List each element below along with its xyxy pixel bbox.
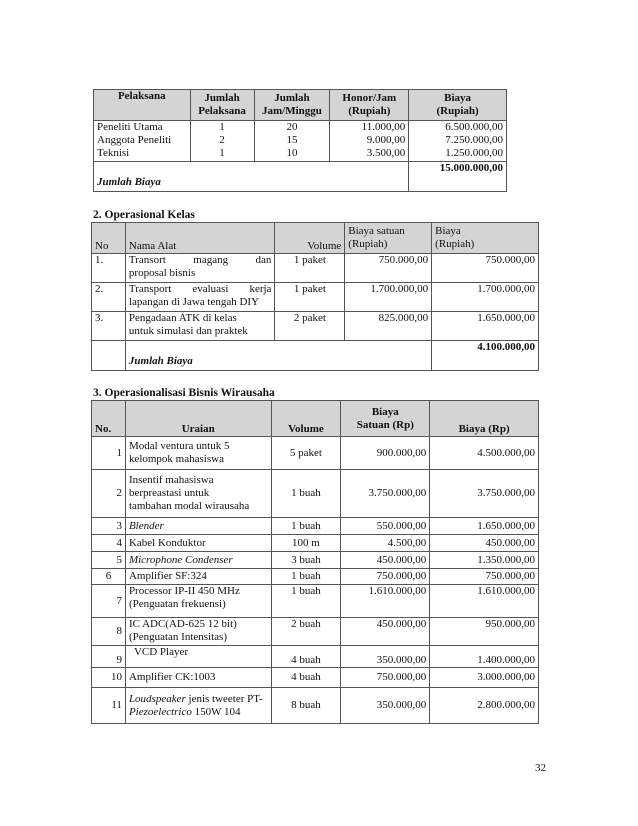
row-volume: 1 buah	[271, 470, 341, 518]
row-desc: Amplifier SF:324	[125, 569, 271, 585]
row-unit: 3.750.000,00	[341, 470, 430, 518]
row-unit: 750.000,00	[341, 569, 430, 585]
row-name: Transport evaluasi kerja lapangan di Jawa tengah DIY	[125, 283, 275, 312]
row-volume: 1 buah	[271, 569, 341, 585]
table-row	[92, 470, 539, 518]
total-value: 4.100.000,00	[432, 341, 539, 371]
table-row	[92, 618, 539, 646]
header-pelaksana: Pelaksana	[94, 90, 191, 121]
header-uraian: Uraian	[125, 401, 271, 437]
honor-cell: 11.000,00 9.000,00 3.500,00	[330, 121, 409, 162]
operasionalisasi-bisnis-table	[91, 400, 539, 724]
row-unit: 1.610.000,00	[341, 585, 430, 618]
row-volume: 2 paket	[275, 312, 345, 341]
table-row	[94, 121, 507, 162]
row-unit: 550.000,00	[341, 518, 430, 535]
header-jumlah-pelaksana: Jumlah Pelaksana	[190, 90, 254, 121]
table-row	[92, 552, 539, 569]
row-desc: Blender	[125, 518, 271, 535]
table-row	[92, 437, 539, 470]
row-unit: 450.000,00	[341, 618, 430, 646]
header-volume: Volume	[275, 223, 345, 254]
row-unit: 825.000,00	[345, 312, 432, 341]
header-biaya-satuan: Biaya Satuan (Rp)	[341, 401, 430, 437]
jam-cell: 20 15 10	[254, 121, 330, 162]
row-no: 2.	[92, 283, 126, 312]
table-row	[92, 535, 539, 552]
row-no: 1.	[92, 254, 126, 283]
header-volume: Volume	[271, 401, 341, 437]
row-unit: 750.000,00	[341, 668, 430, 688]
row-desc: IC ADC(AD-625 12 bit) (Penguatan Intensitas)	[125, 618, 271, 646]
row-unit: 900.000,00	[341, 437, 430, 470]
honor-table	[93, 89, 507, 192]
row-volume: 1 buah	[271, 518, 341, 535]
row-unit: 450.000,00	[341, 552, 430, 569]
row-no: 3.	[92, 312, 126, 341]
jumlah-cell: 1 2 1	[190, 121, 254, 162]
total-value: 15.000.000,00	[409, 162, 507, 192]
table-row	[92, 585, 539, 618]
row-no: 3	[92, 518, 126, 535]
row-no: 11	[92, 688, 126, 724]
row-total: 1.700.000,00	[432, 283, 539, 312]
row-desc: Modal ventura untuk 5 kelompok mahasiswa	[125, 437, 271, 470]
total-label: Jumlah Biaya	[94, 162, 409, 192]
section-3-title: 3. Operasionalisasi Bisnis Wirausaha	[93, 387, 275, 399]
row-total: 4.500.000,00	[430, 437, 539, 470]
row-desc: Amplifier CK:1003	[125, 668, 271, 688]
row-no: 4	[92, 535, 126, 552]
row-total: 750.000,00	[430, 569, 539, 585]
pelaksana-cell: Peneliti Utama Anggota Peneliti Teknisi	[94, 121, 191, 162]
row-volume: 5 paket	[271, 437, 341, 470]
header-biaya: Biaya (Rupiah)	[432, 223, 539, 254]
section-2-title: 2. Operasional Kelas	[93, 209, 195, 221]
table-row	[92, 688, 539, 724]
row-no: 10	[92, 668, 126, 688]
row-volume: 4 buah	[271, 646, 341, 668]
row-volume: 1 paket	[275, 254, 345, 283]
header-biaya: Biaya (Rupiah)	[409, 90, 507, 121]
row-unit: 350.000,00	[341, 646, 430, 668]
table-row	[92, 646, 539, 668]
row-total: 1.350.000,00	[430, 552, 539, 569]
row-total: 2.800.000,00	[430, 688, 539, 724]
row-volume: 3 buah	[271, 552, 341, 569]
biaya-cell: 6.500.000,00 7.250.000,00 1.250.000,00	[409, 121, 507, 162]
total-row	[92, 341, 539, 371]
row-no: 2	[92, 470, 126, 518]
row-name: Pengadaan ATK di kelas untuk simulasi dan praktek	[125, 312, 275, 341]
header-no: No	[92, 223, 126, 254]
row-total: 1.650.000,00	[432, 312, 539, 341]
row-volume: 8 buah	[271, 688, 341, 724]
row-unit: 1.700.000,00	[345, 283, 432, 312]
row-total: 3.750.000,00	[430, 470, 539, 518]
page-number: 32	[535, 762, 546, 774]
row-no: 9	[92, 646, 126, 668]
row-no: 8	[92, 618, 126, 646]
header-honor-jam: Honor/Jam (Rupiah)	[330, 90, 409, 121]
header-biaya: Biaya (Rp)	[430, 401, 539, 437]
row-total: 450.000,00	[430, 535, 539, 552]
row-unit: 750.000,00	[345, 254, 432, 283]
row-volume: 2 buah	[271, 618, 341, 646]
total-row	[94, 162, 507, 192]
total-label: Jumlah Biaya	[125, 341, 431, 371]
operasional-kelas-table	[91, 222, 539, 371]
header-nama-alat: Nama Alat	[125, 223, 275, 254]
row-no: 1	[92, 437, 126, 470]
row-desc: Loudspeaker jenis tweeter PT- Piezoelectrico 150W 104	[125, 688, 271, 724]
row-unit: 350.000,00	[341, 688, 430, 724]
row-total: 1.610.000,00	[430, 585, 539, 618]
row-desc: Kabel Konduktor	[125, 535, 271, 552]
table-row	[92, 518, 539, 535]
table-row	[92, 283, 539, 312]
row-name: Transort magang dan proposal bisnis	[125, 254, 275, 283]
table-row	[92, 569, 539, 585]
row-volume: 1 paket	[275, 283, 345, 312]
row-no: 6	[92, 569, 126, 585]
row-unit: 4.500,00	[341, 535, 430, 552]
row-volume: 1 buah	[271, 585, 341, 618]
table-row	[92, 254, 539, 283]
header-no: No.	[92, 401, 126, 437]
row-volume: 4 buah	[271, 668, 341, 688]
row-total: 950.000,00	[430, 618, 539, 646]
row-total: 750.000,00	[432, 254, 539, 283]
total-spacer	[92, 341, 126, 371]
table-row	[92, 312, 539, 341]
table-row	[92, 668, 539, 688]
row-total: 3.000.000,00	[430, 668, 539, 688]
row-desc: Processor IP-II 450 MHz (Penguatan frekuensi)	[125, 585, 271, 618]
row-total: 1.650.000,00	[430, 518, 539, 535]
header-jam-minggu: Jumlah Jam/Minggu	[254, 90, 330, 121]
row-no: 5	[92, 552, 126, 569]
row-desc: Microphone Condenser	[125, 552, 271, 569]
row-no: 7	[92, 585, 126, 618]
header-biaya-satuan: Biaya satuan (Rupiah)	[345, 223, 432, 254]
row-desc: VCD Player	[125, 646, 271, 668]
row-total: 1.400.000,00	[430, 646, 539, 668]
row-volume: 100 m	[271, 535, 341, 552]
row-desc: Insentif mahasiswa berpreastasi untuk tambahan modal wirausaha	[125, 470, 271, 518]
